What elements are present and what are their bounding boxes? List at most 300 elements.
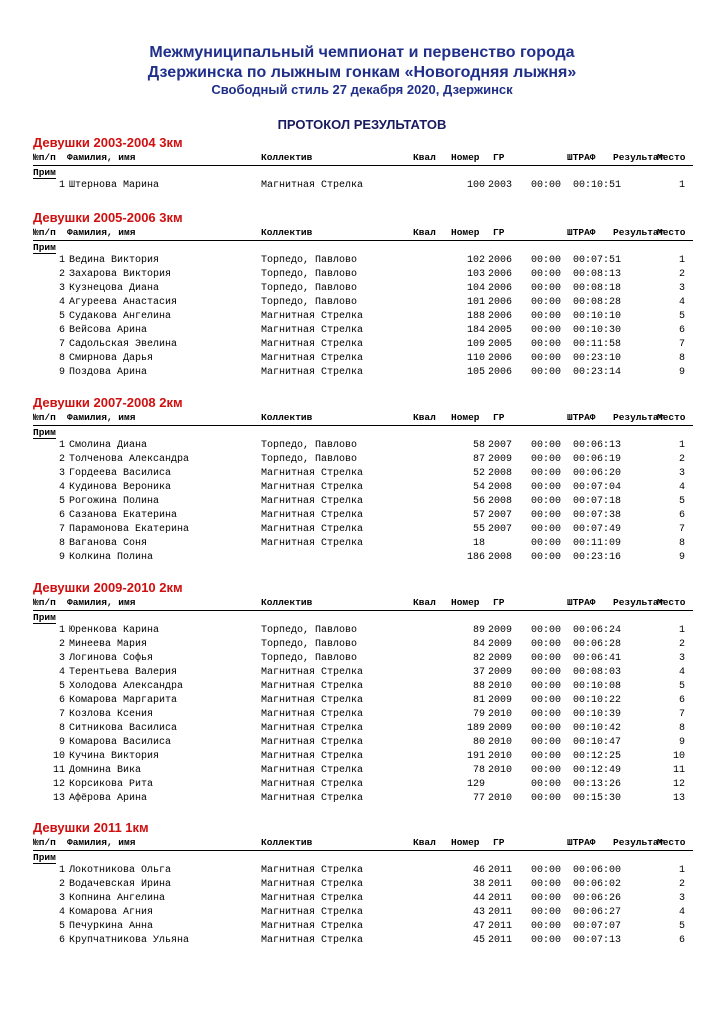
- table-row: [33, 779, 693, 793]
- cell-year: 2006: [488, 297, 513, 308]
- cell-num: 7: [58, 709, 65, 720]
- cell-team: Магнитная Стрелка: [261, 751, 364, 762]
- cell-penalty: 00:00: [531, 751, 562, 762]
- cell-penalty: 00:00: [531, 653, 562, 664]
- cell-result: 00:06:20: [573, 468, 622, 479]
- cell-team: Магнитная Стрелка: [261, 353, 364, 364]
- cell-place: 6: [678, 935, 685, 946]
- cell-result: 00:07:38: [573, 510, 622, 521]
- cell-num: 2: [58, 454, 65, 465]
- cell-penalty: 00:00: [531, 865, 562, 876]
- cell-num: 7: [58, 339, 65, 350]
- cell-result: 00:07:49: [573, 524, 622, 535]
- cell-team: Торпедо, Павлово: [261, 440, 358, 451]
- cell-team: Магнитная Стрелка: [261, 879, 364, 890]
- cell-bib: 47: [472, 921, 485, 932]
- table-row: [33, 325, 693, 339]
- table-row: [33, 538, 693, 552]
- table-row: [33, 510, 693, 524]
- cell-team: Магнитная Стрелка: [261, 893, 364, 904]
- column-header-num: №п/п: [33, 412, 56, 423]
- cell-bib: 79: [472, 709, 485, 720]
- column-header-place: Место: [657, 412, 686, 423]
- cell-name: Терентьева Валерия: [69, 667, 178, 678]
- table-row: [33, 297, 693, 311]
- cell-place: 6: [678, 695, 685, 706]
- cell-place: 8: [678, 353, 685, 364]
- cell-bib: 80: [472, 737, 485, 748]
- cell-team: Магнитная Стрелка: [261, 180, 364, 191]
- cell-result: 00:08:28: [573, 297, 622, 308]
- cell-place: 2: [678, 269, 685, 280]
- cell-bib: 46: [472, 865, 485, 876]
- cell-team: Магнитная Стрелка: [261, 793, 364, 804]
- column-header-note: Прим: [33, 852, 56, 863]
- cell-bib: 109: [466, 339, 485, 350]
- cell-name: Афёрова Арина: [69, 793, 148, 804]
- cell-num: 4: [58, 482, 65, 493]
- cell-name: Юренкова Карина: [69, 625, 160, 636]
- cell-name: Ведина Виктория: [69, 255, 160, 266]
- cell-result: 00:06:00: [573, 865, 622, 876]
- column-header-bib: Номер: [451, 837, 480, 848]
- event-subtitle: Свободный стиль 27 декабря 2020, Дзержинск: [211, 82, 513, 97]
- cell-place: 6: [678, 325, 685, 336]
- cell-name: Поздова Арина: [69, 367, 148, 378]
- table-row: [33, 751, 693, 765]
- cell-penalty: 00:00: [531, 737, 562, 748]
- cell-result: 00:10:39: [573, 709, 622, 720]
- table-row: [33, 625, 693, 639]
- cell-result: 00:10:08: [573, 681, 622, 692]
- cell-num: 2: [58, 879, 65, 890]
- cell-bib: 129: [466, 779, 485, 790]
- cell-name: Агуреева Анастасия: [69, 297, 178, 308]
- table-row: [33, 180, 693, 194]
- column-header-year: ГР: [493, 152, 505, 163]
- cell-num: 6: [58, 935, 65, 946]
- cell-place: 1: [678, 865, 685, 876]
- column-header-bib: Номер: [451, 227, 480, 238]
- cell-result: 00:06:27: [573, 907, 622, 918]
- group-title: Девушки 2011 1км: [33, 820, 149, 835]
- cell-num: 5: [58, 496, 65, 507]
- cell-result: 00:06:26: [573, 893, 622, 904]
- table-row: [33, 709, 693, 723]
- cell-year: 2009: [488, 625, 513, 636]
- cell-team: Магнитная Стрелка: [261, 765, 364, 776]
- cell-year: 2006: [488, 353, 513, 364]
- table-row: [33, 339, 693, 353]
- cell-bib: 55: [472, 524, 485, 535]
- cell-num: 2: [58, 639, 65, 650]
- cell-penalty: 00:00: [531, 538, 562, 549]
- cell-name: Кузнецова Диана: [69, 283, 160, 294]
- cell-bib: 102: [466, 255, 485, 266]
- cell-num: 3: [58, 893, 65, 904]
- cell-name: Гордеева Василиса: [69, 468, 172, 479]
- column-header-note: Прим: [33, 612, 56, 623]
- cell-year: 2006: [488, 269, 513, 280]
- table-row: [33, 667, 693, 681]
- cell-place: 2: [678, 639, 685, 650]
- cell-name: Кучина Виктория: [69, 751, 160, 762]
- cell-year: 2011: [488, 921, 513, 932]
- cell-penalty: 00:00: [531, 935, 562, 946]
- cell-bib: 186: [466, 552, 485, 563]
- column-header-result: Результат: [613, 152, 665, 163]
- cell-team: Магнитная Стрелка: [261, 482, 364, 493]
- table-row: [33, 454, 693, 468]
- cell-result: 00:13:26: [573, 779, 622, 790]
- cell-year: 2008: [488, 496, 513, 507]
- cell-year: 2008: [488, 482, 513, 493]
- cell-year: 2009: [488, 653, 513, 664]
- column-header-num: №п/п: [33, 597, 56, 608]
- cell-year: 2003: [488, 180, 513, 191]
- cell-penalty: 00:00: [531, 921, 562, 932]
- cell-bib: 18: [472, 538, 485, 549]
- cell-penalty: 00:00: [531, 765, 562, 776]
- cell-year: 2009: [488, 639, 513, 650]
- cell-penalty: 00:00: [531, 524, 562, 535]
- cell-team: Торпедо, Павлово: [261, 639, 358, 650]
- cell-team: Магнитная Стрелка: [261, 325, 364, 336]
- cell-year: 2010: [488, 765, 513, 776]
- table-row: [33, 935, 693, 949]
- cell-name: Ваганова Соня: [69, 538, 148, 549]
- table-row: [33, 893, 693, 907]
- cell-place: 12: [672, 779, 685, 790]
- cell-penalty: 00:00: [531, 510, 562, 521]
- column-header-result: Результат: [613, 597, 665, 608]
- cell-result: 00:08:13: [573, 269, 622, 280]
- cell-bib: 89: [472, 625, 485, 636]
- cell-year: 2010: [488, 709, 513, 720]
- table-row: [33, 269, 693, 283]
- cell-place: 4: [678, 297, 685, 308]
- cell-result: 00:06:28: [573, 639, 622, 650]
- cell-name: Комарова Агния: [69, 907, 154, 918]
- cell-num: 6: [58, 325, 65, 336]
- cell-team: Магнитная Стрелка: [261, 468, 364, 479]
- cell-name: Копнина Ангелина: [69, 893, 166, 904]
- cell-place: 1: [678, 440, 685, 451]
- cell-name: Водачевская Ирина: [69, 879, 172, 890]
- cell-bib: 58: [472, 440, 485, 451]
- cell-penalty: 00:00: [531, 297, 562, 308]
- cell-result: 00:10:10: [573, 311, 622, 322]
- table-row: [33, 311, 693, 325]
- cell-team: Магнитная Стрелка: [261, 311, 364, 322]
- cell-year: 2008: [488, 552, 513, 563]
- cell-team: Магнитная Стрелка: [261, 695, 364, 706]
- cell-num: 7: [58, 524, 65, 535]
- column-header-bib: Номер: [451, 597, 480, 608]
- cell-name: Козлова Ксения: [69, 709, 154, 720]
- cell-team: Магнитная Стрелка: [261, 510, 364, 521]
- cell-name: Садольская Эвелина: [69, 339, 178, 350]
- column-header-note: Прим: [33, 167, 56, 178]
- cell-penalty: 00:00: [531, 440, 562, 451]
- cell-team: Магнитная Стрелка: [261, 723, 364, 734]
- cell-result: 00:06:24: [573, 625, 622, 636]
- cell-year: 2006: [488, 283, 513, 294]
- table-row: [33, 482, 693, 496]
- cell-team: Торпедо, Павлово: [261, 297, 358, 308]
- cell-place: 1: [678, 625, 685, 636]
- cell-num: 1: [58, 625, 65, 636]
- cell-penalty: 00:00: [531, 552, 562, 563]
- group-title: Девушки 2005-2006 3км: [33, 210, 183, 225]
- cell-penalty: 00:00: [531, 367, 562, 378]
- cell-year: 2007: [488, 524, 513, 535]
- column-header-num: №п/п: [33, 152, 56, 163]
- cell-team: Магнитная Стрелка: [261, 339, 364, 350]
- cell-bib: 77: [472, 793, 485, 804]
- cell-num: 1: [58, 255, 65, 266]
- cell-team: Магнитная Стрелка: [261, 779, 364, 790]
- cell-bib: 100: [466, 180, 485, 191]
- cell-place: 3: [678, 283, 685, 294]
- cell-bib: 105: [466, 367, 485, 378]
- column-header-team: Коллектив: [261, 412, 313, 423]
- cell-team: Магнитная Стрелка: [261, 496, 364, 507]
- column-header-penalty: ШТРАФ: [567, 152, 596, 163]
- cell-place: 5: [678, 681, 685, 692]
- cell-result: 00:12:25: [573, 751, 622, 762]
- group-title: Девушки 2007-2008 2км: [33, 395, 183, 410]
- column-header-team: Коллектив: [261, 152, 313, 163]
- cell-bib: 38: [472, 879, 485, 890]
- cell-num: 3: [58, 283, 65, 294]
- column-header-result: Результат: [613, 837, 665, 848]
- cell-penalty: 00:00: [531, 454, 562, 465]
- cell-team: Магнитная Стрелка: [261, 921, 364, 932]
- column-header-team: Коллектив: [261, 227, 313, 238]
- column-header-team: Коллектив: [261, 837, 313, 848]
- cell-penalty: 00:00: [531, 180, 562, 191]
- cell-result: 00:15:30: [573, 793, 622, 804]
- table-row: [33, 879, 693, 893]
- cell-team: Торпедо, Павлово: [261, 283, 358, 294]
- cell-num: 3: [58, 468, 65, 479]
- cell-result: 00:06:13: [573, 440, 622, 451]
- cell-result: 00:07:04: [573, 482, 622, 493]
- cell-num: 9: [58, 737, 65, 748]
- cell-result: 00:07:13: [573, 935, 622, 946]
- cell-name: Колкина Полина: [69, 552, 154, 563]
- cell-result: 00:23:16: [573, 552, 622, 563]
- cell-place: 2: [678, 879, 685, 890]
- cell-place: 8: [678, 723, 685, 734]
- cell-place: 9: [678, 367, 685, 378]
- cell-place: 5: [678, 311, 685, 322]
- cell-num: 1: [58, 865, 65, 876]
- cell-year: 2011: [488, 935, 513, 946]
- column-header-qual: Квал: [413, 152, 436, 163]
- cell-name: Рогожина Полина: [69, 496, 160, 507]
- cell-result: 00:10:51: [573, 180, 622, 191]
- cell-team: Торпедо, Павлово: [261, 625, 358, 636]
- cell-num: 5: [58, 681, 65, 692]
- cell-name: Ситникова Василиса: [69, 723, 178, 734]
- cell-num: 8: [58, 353, 65, 364]
- cell-place: 3: [678, 893, 685, 904]
- cell-bib: 88: [472, 681, 485, 692]
- cell-place: 9: [678, 552, 685, 563]
- cell-result: 00:07:18: [573, 496, 622, 507]
- cell-place: 10: [672, 751, 685, 762]
- cell-year: 2010: [488, 681, 513, 692]
- cell-bib: 104: [466, 283, 485, 294]
- table-row: [33, 496, 693, 510]
- column-header-bib: Номер: [451, 152, 480, 163]
- cell-name: Корсикова Рита: [69, 779, 154, 790]
- table-row: [33, 793, 693, 807]
- cell-penalty: 00:00: [531, 496, 562, 507]
- cell-penalty: 00:00: [531, 311, 562, 322]
- cell-place: 1: [678, 255, 685, 266]
- column-header-row: [33, 227, 693, 241]
- cell-bib: 81: [472, 695, 485, 706]
- cell-place: 3: [678, 653, 685, 664]
- cell-bib: 189: [466, 723, 485, 734]
- cell-name: Захарова Виктория: [69, 269, 172, 280]
- column-header-penalty: ШТРАФ: [567, 597, 596, 608]
- cell-year: 2009: [488, 454, 513, 465]
- table-row: [33, 552, 693, 566]
- cell-year: 2006: [488, 367, 513, 378]
- cell-name: Локотникова Ольга: [69, 865, 172, 876]
- cell-penalty: 00:00: [531, 269, 562, 280]
- cell-place: 4: [678, 667, 685, 678]
- cell-year: 2011: [488, 865, 513, 876]
- column-header-qual: Квал: [413, 227, 436, 238]
- cell-result: 00:08:03: [573, 667, 622, 678]
- cell-name: Сазанова Екатерина: [69, 510, 178, 521]
- cell-bib: 45: [472, 935, 485, 946]
- cell-year: 2009: [488, 695, 513, 706]
- cell-place: 6: [678, 510, 685, 521]
- cell-team: Магнитная Стрелка: [261, 865, 364, 876]
- column-header-team: Коллектив: [261, 597, 313, 608]
- cell-num: 5: [58, 921, 65, 932]
- cell-place: 7: [678, 709, 685, 720]
- column-header-year: ГР: [493, 597, 505, 608]
- cell-place: 4: [678, 907, 685, 918]
- cell-name: Толченова Александра: [69, 454, 190, 465]
- cell-team: Торпедо, Павлово: [261, 269, 358, 280]
- cell-penalty: 00:00: [531, 723, 562, 734]
- column-header-bib: Номер: [451, 412, 480, 423]
- cell-team: Магнитная Стрелка: [261, 667, 364, 678]
- cell-num: 4: [58, 667, 65, 678]
- column-header-row: [33, 837, 693, 851]
- cell-year: 2010: [488, 737, 513, 748]
- table-row: [33, 468, 693, 482]
- cell-year: 2009: [488, 667, 513, 678]
- cell-bib: 43: [472, 907, 485, 918]
- cell-penalty: 00:00: [531, 681, 562, 692]
- cell-bib: 110: [466, 353, 485, 364]
- cell-num: 3: [58, 653, 65, 664]
- cell-bib: 56: [472, 496, 485, 507]
- column-header-result: Результат: [613, 412, 665, 423]
- cell-penalty: 00:00: [531, 353, 562, 364]
- table-row: [33, 921, 693, 935]
- column-header-qual: Квал: [413, 412, 436, 423]
- column-header-place: Место: [657, 227, 686, 238]
- column-header-penalty: ШТРАФ: [567, 227, 596, 238]
- cell-year: 2005: [488, 339, 513, 350]
- cell-year: 2011: [488, 893, 513, 904]
- cell-bib: 84: [472, 639, 485, 650]
- cell-bib: 54: [472, 482, 485, 493]
- cell-year: 2005: [488, 325, 513, 336]
- column-header-note: Прим: [33, 242, 56, 253]
- protocol-title: ПРОТОКОЛ РЕЗУЛЬТАТОВ: [277, 117, 447, 132]
- cell-place: 5: [678, 496, 685, 507]
- table-row: [33, 367, 693, 381]
- cell-penalty: 00:00: [531, 709, 562, 720]
- cell-place: 5: [678, 921, 685, 932]
- table-row: [33, 255, 693, 269]
- cell-result: 00:10:30: [573, 325, 622, 336]
- cell-num: 5: [58, 311, 65, 322]
- cell-year: 2011: [488, 879, 513, 890]
- cell-bib: 191: [466, 751, 485, 762]
- cell-place: 8: [678, 538, 685, 549]
- cell-num: 1: [58, 180, 65, 191]
- cell-year: 2006: [488, 311, 513, 322]
- cell-penalty: 00:00: [531, 325, 562, 336]
- column-header-num: №п/п: [33, 227, 56, 238]
- cell-result: 00:07:07: [573, 921, 622, 932]
- cell-team: Магнитная Стрелка: [261, 524, 364, 535]
- cell-year: 2010: [488, 751, 513, 762]
- cell-result: 00:07:51: [573, 255, 622, 266]
- cell-penalty: 00:00: [531, 339, 562, 350]
- column-header-place: Место: [657, 152, 686, 163]
- cell-result: 00:08:18: [573, 283, 622, 294]
- cell-name: Смолина Диана: [69, 440, 148, 451]
- cell-bib: 188: [466, 311, 485, 322]
- cell-penalty: 00:00: [531, 482, 562, 493]
- cell-place: 11: [672, 765, 685, 776]
- cell-name: Логинова Софья: [69, 653, 154, 664]
- cell-result: 00:11:58: [573, 339, 622, 350]
- cell-team: Магнитная Стрелка: [261, 907, 364, 918]
- cell-place: 7: [678, 524, 685, 535]
- cell-name: Комарова Маргарита: [69, 695, 178, 706]
- cell-name: Парамонова Екатерина: [69, 524, 190, 535]
- cell-num: 10: [52, 751, 65, 762]
- table-row: [33, 765, 693, 779]
- table-row: [33, 695, 693, 709]
- cell-penalty: 00:00: [531, 283, 562, 294]
- cell-bib: 44: [472, 893, 485, 904]
- column-header-note: Прим: [33, 427, 56, 438]
- cell-year: 2008: [488, 468, 513, 479]
- cell-penalty: 00:00: [531, 779, 562, 790]
- cell-bib: 52: [472, 468, 485, 479]
- cell-bib: 82: [472, 653, 485, 664]
- column-header-year: ГР: [493, 412, 505, 423]
- table-row: [33, 524, 693, 538]
- cell-year: 2007: [488, 510, 513, 521]
- cell-penalty: 00:00: [531, 625, 562, 636]
